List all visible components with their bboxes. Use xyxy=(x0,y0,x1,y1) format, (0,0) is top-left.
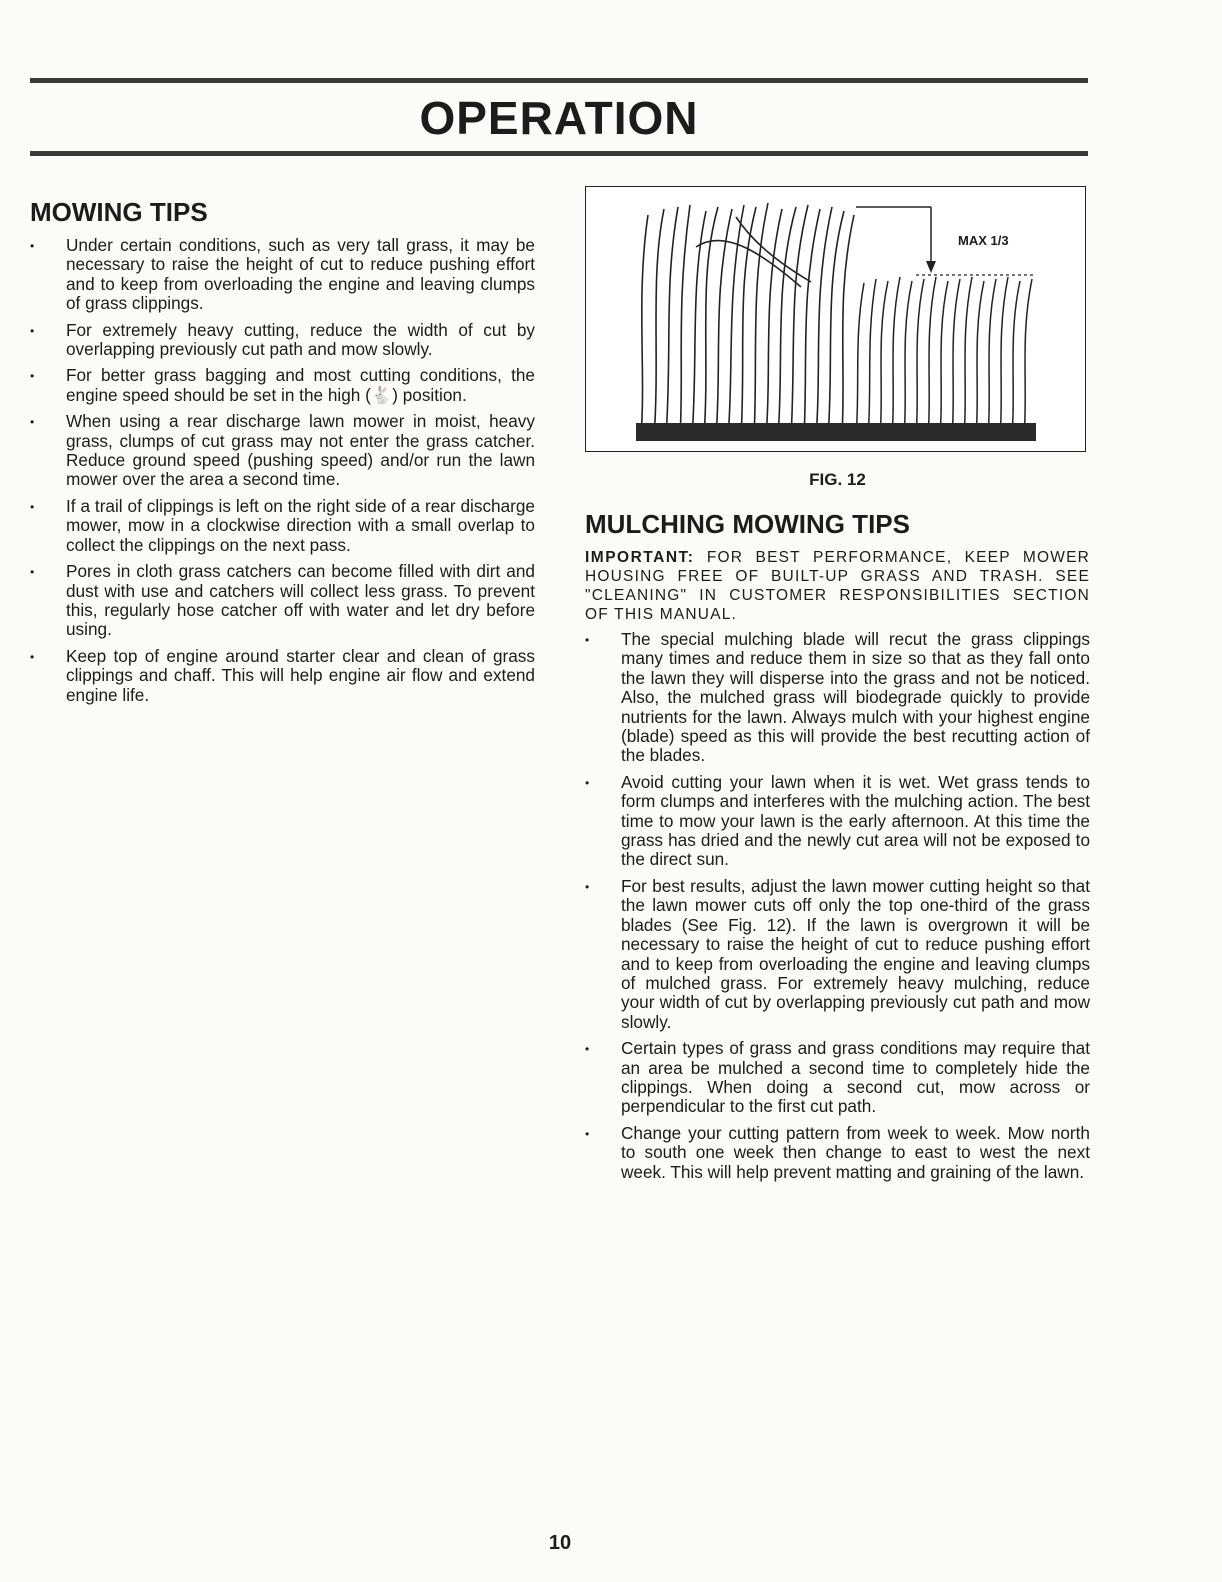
bullet-icon: • xyxy=(30,649,35,664)
mulching-tips-list xyxy=(585,630,1090,1182)
important-notice xyxy=(585,548,1090,624)
grass-illustration xyxy=(586,187,1085,451)
important-text: FOR BEST PERFORMANCE, KEEP MOWER HOUSING FREE OF BUILT-UP GRASS AND TRASH. SEE "CLEANING" IN CUSTOMER RESPONSIBILITIES SECTION OF THIS MANUAL. xyxy=(585,549,1091,623)
header-rule-bottom xyxy=(30,151,1088,156)
bullet-icon: • xyxy=(30,415,35,430)
mowing-tips-list xyxy=(30,236,535,705)
list-item: • For extremely heavy cutting, reduce the width of cut by overlapping previously cut path and mow slowly. xyxy=(30,319,535,360)
mowing-tips-section xyxy=(30,196,535,712)
list-item: • Change your cutting pattern from week to week. Mow north to south one week then change to east to west the next week. This will help prevent matting and graining of the lawn. xyxy=(585,1122,1090,1182)
grass-height-figure xyxy=(585,186,1086,452)
list-item: • Avoid cutting your lawn when it is wet. Wet grass tends to form clumps and interferes with the mulching action. The best time to mow your lawn is the early afternoon. At this time the grass has dried and the newly cut area will not be exposed to the direct sun. xyxy=(585,771,1090,870)
list-item: • Under certain conditions, such as very tall grass, it may be necessary to raise the height of cut to reduce pushing effort and to keep from overloading the engine and leaving clumps of grass clippings. xyxy=(30,235,535,314)
figure-caption: FIG. 12 xyxy=(809,470,866,489)
list-item: • When using a rear discharge lawn mower in moist, heavy grass, clumps of cut grass may not enter the grass catcher. Reduce ground speed (pushing speed) and/or run the lawn mower over the area a second time. xyxy=(30,411,535,490)
important-label: IMPORTANT: xyxy=(585,549,695,566)
page-number: 10 xyxy=(548,1532,572,1554)
bullet-icon: • xyxy=(30,239,35,253)
bullet-icon: • xyxy=(30,369,35,384)
bullet-icon: • xyxy=(30,323,35,338)
bullet-icon: • xyxy=(30,565,35,580)
header-rule-top xyxy=(30,78,1088,83)
bullet-icon: • xyxy=(585,633,590,647)
page-title: OPERATION xyxy=(419,92,699,144)
list-item: • For best results, adjust the lawn mower cutting height so that the lawn mower cuts off only the top one-third of the grass blades (See Fig. 12). If the lawn is overgrown it will be necessary to raise the height of cut to reduce pushing effort and to keep from overloading the engine and leaving clumps of mulched grass. For extremely heavy mulching, reduce your width of cut by overlapping previously cut path and mow slowly. xyxy=(585,875,1090,1032)
bullet-icon: • xyxy=(30,499,35,514)
bullet-icon: • xyxy=(585,1042,590,1057)
list-item: • Certain types of grass and grass conditions may require that an area be mulched a second time to completely hide the clippings. When doing a second cut, mow across or perpendicular to the first cut path. xyxy=(585,1038,1090,1117)
mulching-section xyxy=(585,186,1090,1189)
list-item: • If a trail of clippings is left on the right side of a rear discharge mower, mow in a clockwise direction with a small overlap to collect the clippings on the next pass. xyxy=(30,495,535,555)
list-item: • Keep top of engine around starter clear and clean of grass clippings and chaff. This will help engine air flow and extend engine life. xyxy=(30,645,535,705)
mulching-tips-heading: MULCHING MOWING TIPS xyxy=(585,509,910,539)
bullet-icon: • xyxy=(585,879,590,894)
list-item: • The special mulching blade will recut the grass clippings many times and reduce them in size so that as they fall onto the lawn they will disperse into the grass and not be noticed. Also, the mulched grass will biodegrade quickly to provide nutrients for the lawn. Always mulch with your highest engine (blade) speed as this will provide the best recutting action of the blades. xyxy=(585,629,1090,766)
bullet-icon: • xyxy=(585,775,590,790)
mowing-tips-heading: MOWING TIPS xyxy=(30,197,208,227)
bullet-icon: • xyxy=(585,1126,590,1141)
max-height-label: MAX 1/3 xyxy=(958,233,1009,248)
list-item: • For better grass bagging and most cutting conditions, the engine speed should be set in the high (🐇) position. xyxy=(30,365,535,405)
list-item: • Pores in cloth grass catchers can become filled with dirt and dust with use and catchers will collect less grass. To prevent this, regularly hose catcher off with water and let dry before using. xyxy=(30,561,535,640)
